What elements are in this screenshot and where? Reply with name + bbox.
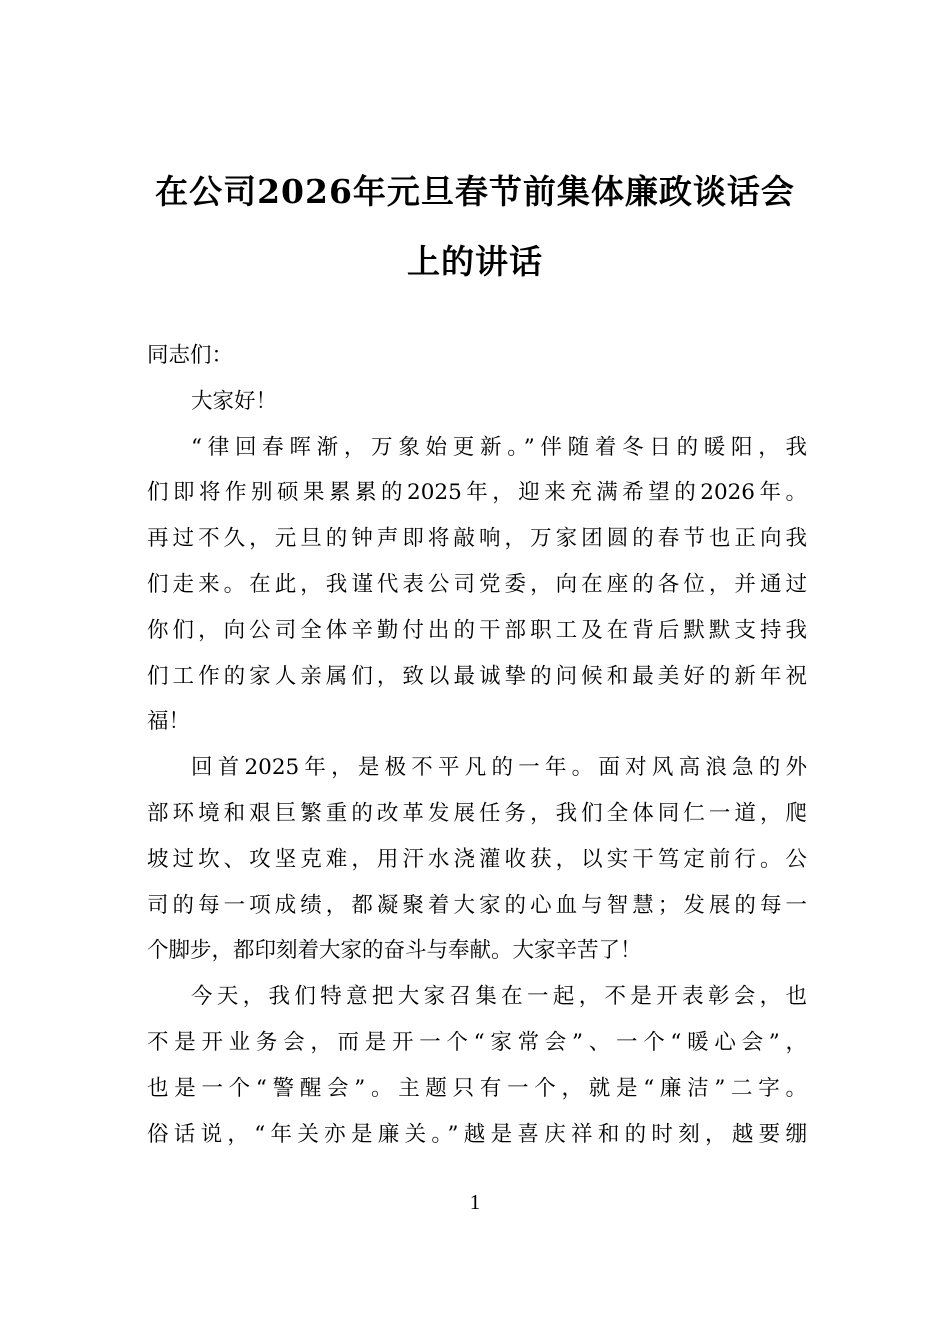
paragraph-line: 福！ [147,709,191,735]
paragraph-line: 回首2025年，是极不平凡的一年。面对风高浪急的外 [191,755,807,781]
document-body [147,338,807,1162]
paragraph-line: 司的每一项成绩，都凝聚着大家的心血与智慧；发展的每一 [147,892,807,918]
paragraph-line: 部环境和艰巨繁重的改革发展任务，我们全体同仁一道，爬 [147,800,807,826]
paragraph-line: 也是一个“警醒会”。主题只有一个，就是“廉洁”二字。 [147,1075,807,1101]
paragraph-line: 再过不久，元旦的钟声即将敲响，万家团圆的春节也正向我 [147,526,807,552]
page-number: 1 [469,1190,481,1214]
paragraph-line: 坡过坎、攻坚克难，用汗水浇灌收获，以实干笃定前行。公 [147,846,807,872]
paragraph-line: 俗话说，“年关亦是廉关。”越是喜庆祥和的时刻，越要绷 [147,1121,807,1147]
paragraph-line: 们走来。在此，我谨代表公司党委，向在座的各位，并通过 [147,571,807,597]
paragraph-line: 们工作的家人亲属们，致以最诚挚的问候和最美好的新年祝 [147,663,807,689]
paragraph-line: 们即将作别硕果累累的2025年，迎来充满希望的2026年。 [147,480,807,506]
salutation: 同志们： [147,343,234,368]
document-title-line-2: 上的讲话 [407,242,543,281]
paragraph-line: 你们，向公司全体辛勤付出的干部职工及在背后默默支持我 [147,617,807,643]
paragraph-line: “律回春晖渐，万象始更新。”伴随着冬日的暖阳，我 [191,434,807,460]
paragraph-line: 不是开业务会，而是开一个“家常会”、一个“暖心会”， [147,1029,807,1055]
paragraph-line: 个脚步，都印刻着大家的奋斗与奉献。大家辛苦了！ [147,938,642,964]
paragraph-line: 今天，我们特意把大家召集在一起，不是开表彰会，也 [191,984,807,1010]
paragraph-line: 大家好！ [191,388,278,414]
document-title-line-1: 在公司2026年元旦春节前集体廉政谈话会 [155,172,795,211]
